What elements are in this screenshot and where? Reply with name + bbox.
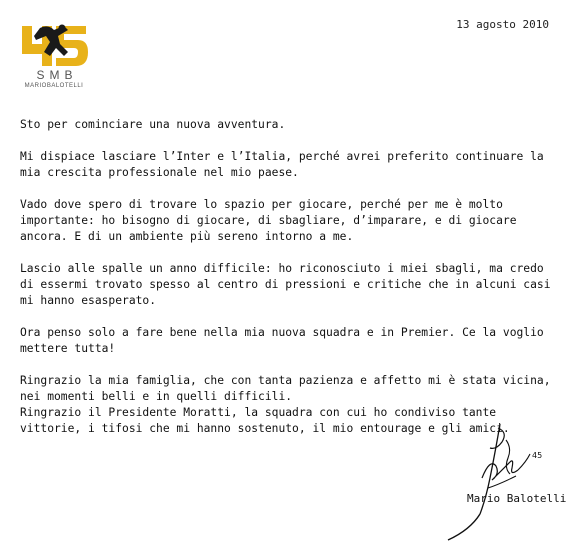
letter-date: 13 agosto 2010	[456, 18, 549, 31]
signer-name: Mario Balotelli	[467, 492, 567, 505]
letter-body	[20, 117, 560, 453]
letter-paragraph: Vado dove spero di trovare lo spazio per giocare, perché per me è molto importante: ho bisogno di giocare, di sbagliare, d’imparare, e di giocare ancora. E di un ambiente più sereno intorno a me.	[20, 198, 517, 243]
letter-paragraph: Mi dispiace lasciare l’Inter e l’Italia, perché avrei preferito continuare la mia crescita professionale nel mio paese.	[20, 150, 544, 179]
letter-paragraph: Ora penso solo a fare bene nella mia nuova squadra e in Premier. Ce la voglio mettere tutta!	[20, 326, 544, 355]
letter-paragraph: Ringrazio la mia famiglia, che con tanta pazienza e affetto mi è stata vicina, nei momenti belli e in quelli difficili.	[20, 374, 551, 403]
letter-paragraph: Lascio alle spalle un anno difficile: ho riconosciuto i miei sbagli, ma credo di essermi trovato spesso al centro di pressioni e critiche che in alcuni casi mi hanno esasperato.	[20, 262, 551, 307]
signature-number: 45	[532, 451, 543, 460]
letter-paragraph: Ringrazio il Presidente Moratti, la squadra con cui ho condiviso tante vittorie, i tifosi che mi hanno sostenuto, il mio entourage e gli amici.	[20, 406, 510, 435]
smb-45-logo-icon	[18, 22, 90, 72]
logo-subtitle-text: MARIOBALOTELLI	[24, 83, 84, 89]
letter-paragraph: Sto per cominciare una nuova avventura.	[20, 118, 286, 131]
smb-logo	[18, 22, 90, 94]
logo-brand-text: SMB	[36, 68, 78, 82]
handwritten-signature-icon	[440, 418, 560, 548]
